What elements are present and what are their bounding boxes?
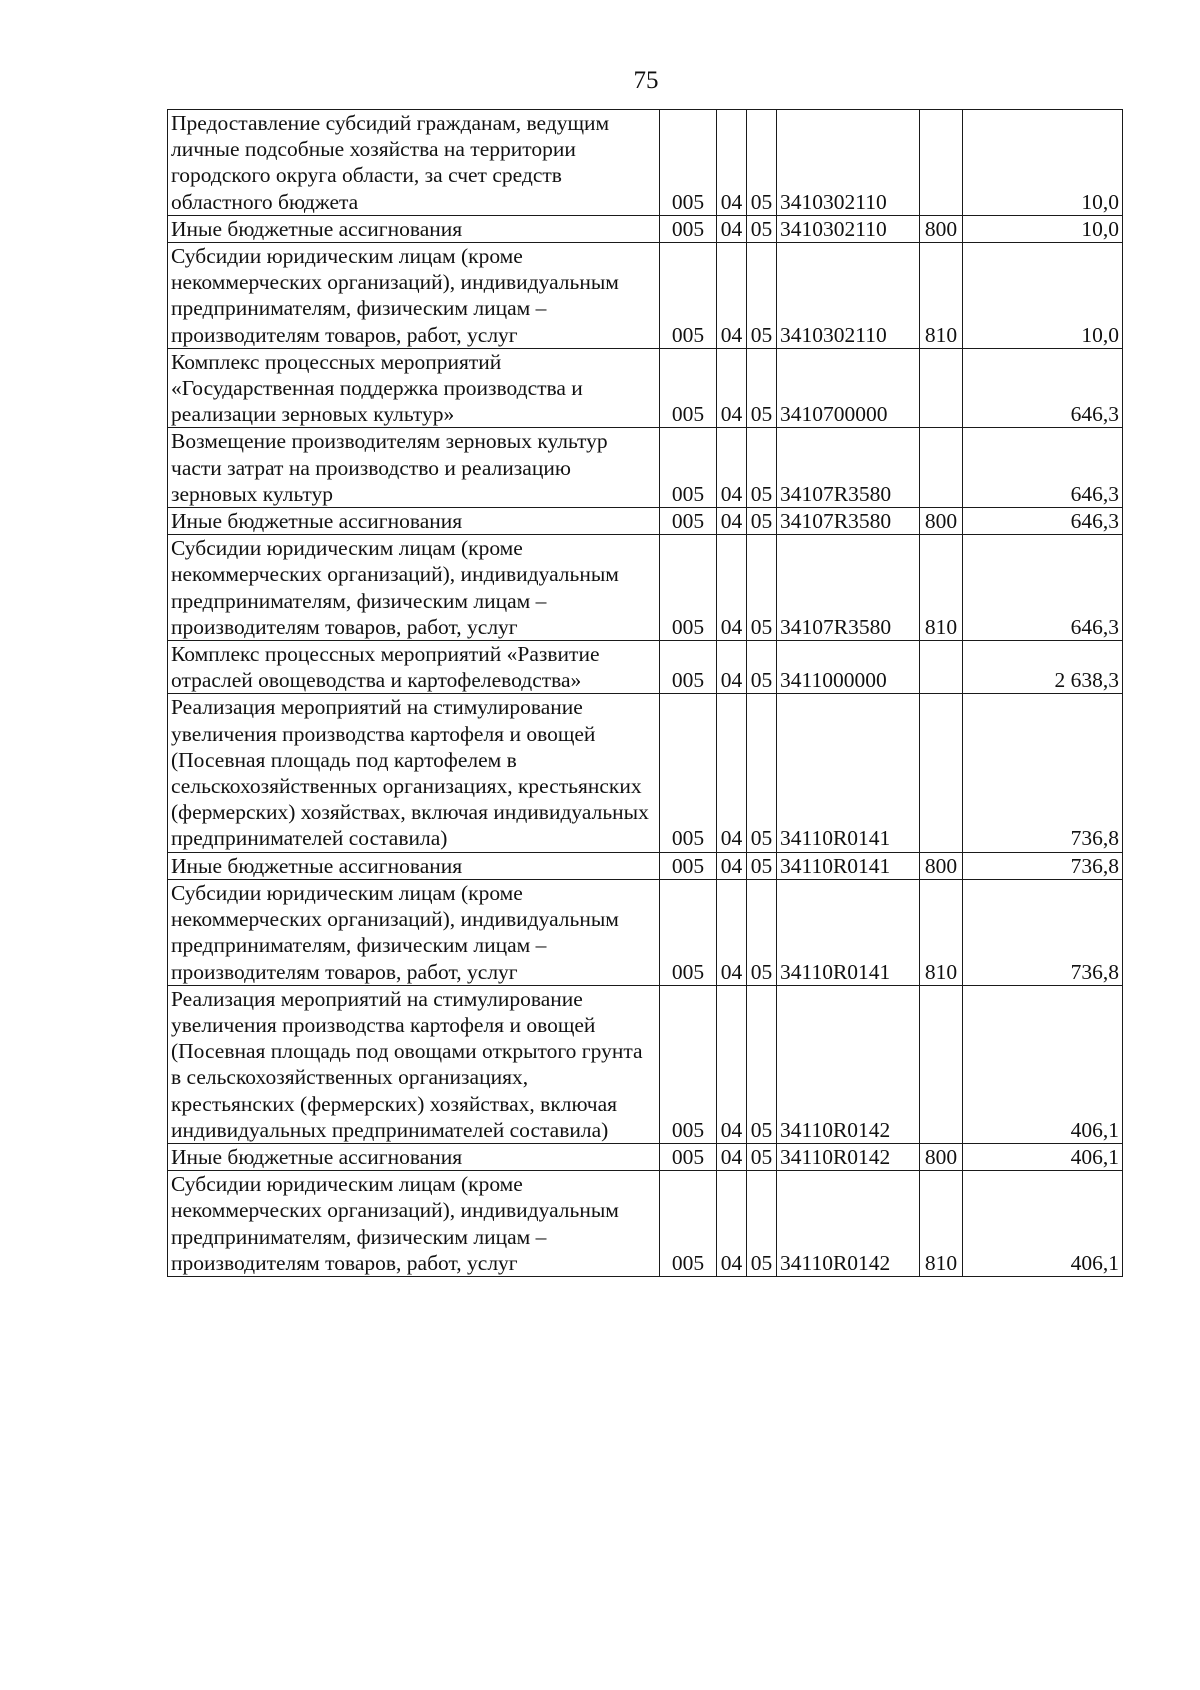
- row-sum: 2 638,3: [963, 641, 1123, 694]
- row-pr: 05: [747, 1171, 777, 1277]
- row-vr: [920, 110, 963, 216]
- row-cs: 34107R3580: [777, 428, 920, 508]
- row-pr: 05: [747, 641, 777, 694]
- row-name: Иные бюджетные ассигнования: [168, 1143, 660, 1170]
- table-row: [168, 985, 1123, 1143]
- row-sum: 646,3: [963, 508, 1123, 535]
- row-rz: 04: [717, 1171, 747, 1277]
- table-row: [168, 215, 1123, 242]
- row-sum: 646,3: [963, 348, 1123, 428]
- row-pr: 05: [747, 215, 777, 242]
- row-sum: 406,1: [963, 1171, 1123, 1277]
- row-sum: 10,0: [963, 110, 1123, 216]
- row-name: Иные бюджетные ассигнования: [168, 508, 660, 535]
- row-rz: 04: [717, 348, 747, 428]
- row-name: Предоставление субсидий гражданам, ведущим личные подсобные хозяйства на территории городского округа области, за счет средств областного бюджета: [168, 110, 660, 216]
- row-name: Субсидии юридическим лицам (кроме некоммерческих организаций), индивидуальным предпринимателям, физическим лицам – производителям товаров, работ, услуг: [168, 1171, 660, 1277]
- row-cs: 3411000000: [777, 641, 920, 694]
- row-vr: [920, 694, 963, 852]
- row-pr: 05: [747, 1143, 777, 1170]
- row-rz: 04: [717, 535, 747, 641]
- table-row: [168, 348, 1123, 428]
- budget-table-body: [168, 110, 1123, 1277]
- row-pr: 05: [747, 243, 777, 349]
- row-gr: 005: [660, 985, 717, 1143]
- row-cs: 34110R0142: [777, 985, 920, 1143]
- table-row: [168, 641, 1123, 694]
- row-sum: 406,1: [963, 1143, 1123, 1170]
- row-cs: 34110R0141: [777, 852, 920, 879]
- row-gr: 005: [660, 1171, 717, 1277]
- row-gr: 005: [660, 215, 717, 242]
- row-vr: 810: [920, 243, 963, 349]
- row-name: Комплекс процессных мероприятий «Развитие отраслей овощеводства и картофелеводства»: [168, 641, 660, 694]
- row-vr: 810: [920, 879, 963, 985]
- row-sum: 736,8: [963, 694, 1123, 852]
- row-vr: 800: [920, 1143, 963, 1170]
- row-gr: 005: [660, 110, 717, 216]
- row-rz: 04: [717, 694, 747, 852]
- table-row: [168, 852, 1123, 879]
- table-row: [168, 535, 1123, 641]
- table-row: [168, 1143, 1123, 1170]
- row-gr: 005: [660, 508, 717, 535]
- row-name: Субсидии юридическим лицам (кроме некоммерческих организаций), индивидуальным предпринимателям, физическим лицам – производителям товаров, работ, услуг: [168, 879, 660, 985]
- row-sum: 736,8: [963, 879, 1123, 985]
- row-cs: 3410302110: [777, 215, 920, 242]
- row-cs: 34110R0141: [777, 879, 920, 985]
- row-rz: 04: [717, 1143, 747, 1170]
- row-gr: 005: [660, 641, 717, 694]
- row-gr: 005: [660, 243, 717, 349]
- row-rz: 04: [717, 215, 747, 242]
- row-vr: 800: [920, 852, 963, 879]
- row-vr: 800: [920, 215, 963, 242]
- table-row: [168, 428, 1123, 508]
- row-cs: 3410700000: [777, 348, 920, 428]
- row-pr: 05: [747, 852, 777, 879]
- row-cs: 34110R0142: [777, 1143, 920, 1170]
- row-pr: 05: [747, 110, 777, 216]
- row-rz: 04: [717, 508, 747, 535]
- row-cs: 34107R3580: [777, 508, 920, 535]
- table-row: [168, 694, 1123, 852]
- row-name: Комплекс процессных мероприятий «Государственная поддержка производства и реализации зерновых культур»: [168, 348, 660, 428]
- row-vr: 800: [920, 508, 963, 535]
- table-row: [168, 1171, 1123, 1277]
- row-pr: 05: [747, 535, 777, 641]
- row-rz: 04: [717, 641, 747, 694]
- row-vr: [920, 428, 963, 508]
- row-name: Субсидии юридическим лицам (кроме некоммерческих организаций), индивидуальным предпринимателям, физическим лицам – производителям товаров, работ, услуг: [168, 243, 660, 349]
- row-sum: 10,0: [963, 243, 1123, 349]
- row-rz: 04: [717, 110, 747, 216]
- row-rz: 04: [717, 879, 747, 985]
- row-rz: 04: [717, 243, 747, 349]
- row-sum: 646,3: [963, 535, 1123, 641]
- table-row: [168, 879, 1123, 985]
- row-vr: [920, 348, 963, 428]
- row-vr: [920, 985, 963, 1143]
- row-gr: 005: [660, 694, 717, 852]
- row-name: Реализация мероприятий на стимулирование увеличения производства картофеля и овощей (Посевная площадь под овощами открытого грунта в сельскохозяйственных организациях, крестьянских (фермерских) хозяйствах, включая индивидуальных предпринимателей составила): [168, 985, 660, 1143]
- row-rz: 04: [717, 428, 747, 508]
- row-rz: 04: [717, 985, 747, 1143]
- row-pr: 05: [747, 879, 777, 985]
- row-pr: 05: [747, 694, 777, 852]
- table-row: [168, 110, 1123, 216]
- row-cs: 34110R0142: [777, 1171, 920, 1277]
- table-row: [168, 243, 1123, 349]
- row-gr: 005: [660, 852, 717, 879]
- row-name: Иные бюджетные ассигнования: [168, 215, 660, 242]
- row-name: Субсидии юридическим лицам (кроме некоммерческих организаций), индивидуальным предпринимателям, физическим лицам – производителям товаров, работ, услуг: [168, 535, 660, 641]
- row-sum: 646,3: [963, 428, 1123, 508]
- row-vr: 810: [920, 1171, 963, 1277]
- row-name: Иные бюджетные ассигнования: [168, 852, 660, 879]
- row-gr: 005: [660, 348, 717, 428]
- row-pr: 05: [747, 348, 777, 428]
- row-gr: 005: [660, 535, 717, 641]
- row-pr: 05: [747, 985, 777, 1143]
- page-number: 75: [633, 67, 659, 94]
- budget-table: [167, 109, 1123, 1277]
- row-gr: 005: [660, 428, 717, 508]
- row-gr: 005: [660, 1143, 717, 1170]
- row-name: Возмещение производителям зерновых культур части затрат на производство и реализацию зерновых культур: [168, 428, 660, 508]
- row-gr: 005: [660, 879, 717, 985]
- row-pr: 05: [747, 428, 777, 508]
- row-vr: 810: [920, 535, 963, 641]
- row-sum: 406,1: [963, 985, 1123, 1143]
- row-sum: 736,8: [963, 852, 1123, 879]
- row-cs: 3410302110: [777, 243, 920, 349]
- row-sum: 10,0: [963, 215, 1123, 242]
- table-row: [168, 508, 1123, 535]
- row-name: Реализация мероприятий на стимулирование увеличения производства картофеля и овощей (Посевная площадь под картофелем в сельскохозяйственных организациях, крестьянских (фермерских) хозяйствах, включая индивидуальных предпринимателей составила): [168, 694, 660, 852]
- row-vr: [920, 641, 963, 694]
- row-cs: 3410302110: [777, 110, 920, 216]
- row-pr: 05: [747, 508, 777, 535]
- row-cs: 34110R0141: [777, 694, 920, 852]
- row-rz: 04: [717, 852, 747, 879]
- row-cs: 34107R3580: [777, 535, 920, 641]
